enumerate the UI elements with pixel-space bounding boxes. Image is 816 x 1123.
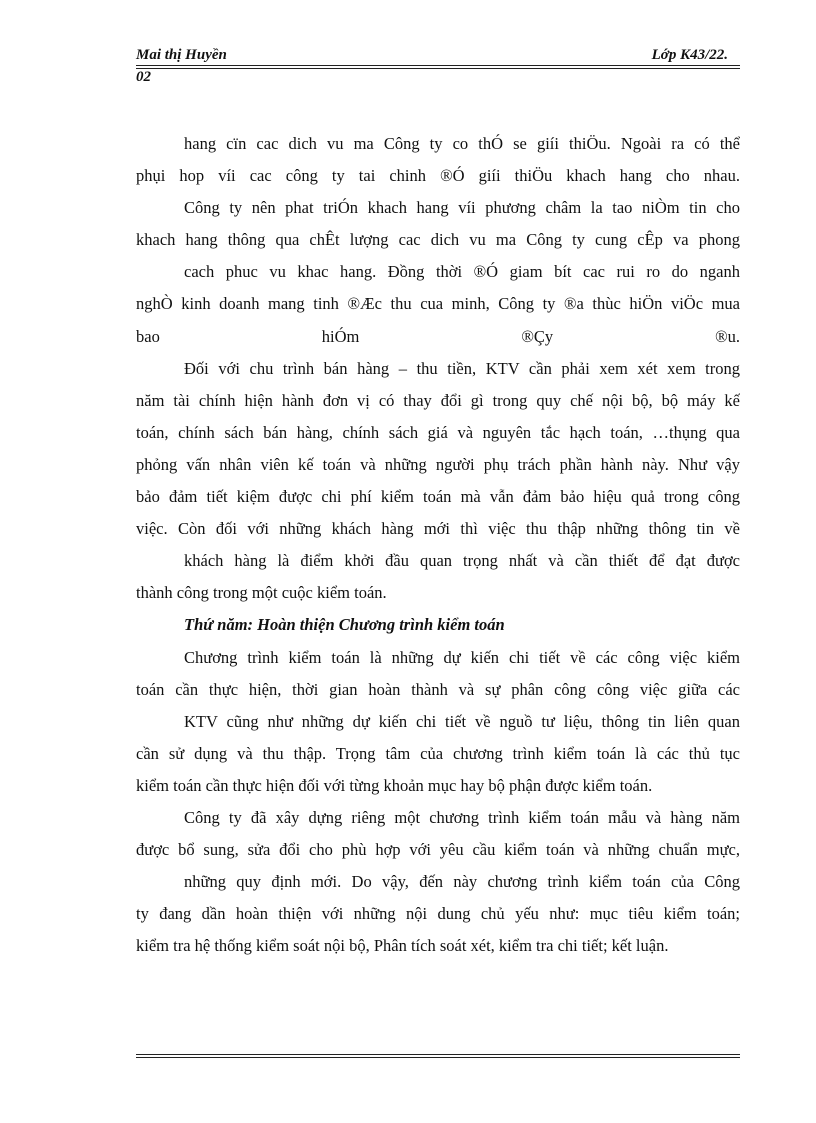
text-line: toán cần thực hiện, thời gian hoàn thành và sự phân công công việc giữa các	[136, 679, 740, 699]
author-name: Mai thị Huyền	[136, 47, 227, 63]
text-line: Đối với chu trình bán hàng – thu tiền, KTV cần phải xem xét xem trong	[184, 358, 740, 378]
text-line: Công ty nên phat triÓn khach hang víi phương châm la tao niÒm tin cho	[184, 198, 740, 218]
text-line: cần sử dụng và thu thập. Trọng tâm của chương trình kiểm toán là các thủ tục	[136, 743, 740, 763]
footer-rule-top	[136, 1054, 740, 1055]
text-line: khách hàng là điểm khởi đầu quan trọng nhất và cần thiết để đạt được	[184, 551, 740, 571]
class-code-suffix: 02	[136, 69, 151, 85]
text-line: Công ty đã xây dựng riêng một chương trình kiểm toán mẫu và hàng năm	[184, 807, 740, 827]
header-rule-bottom	[136, 68, 740, 69]
section-heading: Thứ năm: Hoàn thiện Chương trình kiểm toán	[184, 615, 505, 635]
footer-rule-bottom	[136, 1057, 740, 1058]
class-code: Lớp K43/22.	[651, 47, 728, 63]
text-line: bảo đảm tiết kiệm được chi phí kiểm toán mà vẫn đảm bảo hiệu quả trong công	[136, 487, 740, 507]
text-line: việc. Còn đối với những khách hàng mới thì việc thu thập những thông tin về	[136, 519, 740, 539]
text-line: ty đang dần hoàn thiện với những nội dung chủ yếu như: mục tiêu kiểm toán;	[136, 904, 740, 924]
text-line: toán, chính sách bán hàng, chính sách giá và nguyên tắc hạch toán, …thụng qua	[136, 422, 740, 442]
text-line: bao hiÓm ®Çy ®u.	[136, 326, 740, 346]
text-line: những quy định mới. Do vậy, đến này chương trình kiểm toán của Công	[184, 872, 740, 892]
text-line: cach phuc vu khac hang. Đồng thời ®Ó giam bít cac rui ro do nganh	[184, 262, 740, 282]
text-line: hang cïn cac dich vu ma Công ty co thÓ se giíi thiÖu. Ngoài ra có thể	[184, 134, 740, 153]
text-line: năm tài chính hiện hành đơn vị có thay đổi gì trong quy chế nội bộ, bộ máy kế	[136, 390, 740, 410]
text-line: khach hang thông qua chÊt lượng cac dich vu ma Công ty cung cÊp va phong	[136, 230, 740, 250]
text-line: phỏng vấn nhân viên kế toán và những người phụ trách phần hành này. Như vậy	[136, 454, 740, 474]
text-line: phụi hop víi cac công ty tai chinh ®Ó giíi thiÖu khach hang cho nhau.	[136, 166, 740, 186]
text-line: nghÒ kinh doanh mang tinh ®Æc thu cua minh, Công ty ®a thùc hiÖn viÖc mua	[136, 294, 740, 314]
text-line: kiểm tra hệ thống kiểm soát nội bộ, Phân tích soát xét, kiểm tra chi tiết; kết luận.	[136, 936, 669, 956]
text-line: thành công trong một cuộc kiểm toán.	[136, 583, 387, 603]
header-rule-top	[136, 65, 740, 66]
text-line: Chương trình kiểm toán là những dự kiến chi tiết về các công việc kiểm	[184, 647, 740, 667]
document-body	[136, 128, 740, 962]
text-line: KTV cũng như những dự kiến chi tiết về nguồ tư liệu, thông tin liên quan	[184, 711, 740, 731]
text-line: kiểm toán cần thực hiện đối với từng khoản mục hay bộ phận được kiểm toán.	[136, 775, 653, 795]
text-line: được bổ sung, sửa đổi cho phù hợp với yêu cầu kiểm toán và những chuẩn mực,	[136, 840, 740, 860]
